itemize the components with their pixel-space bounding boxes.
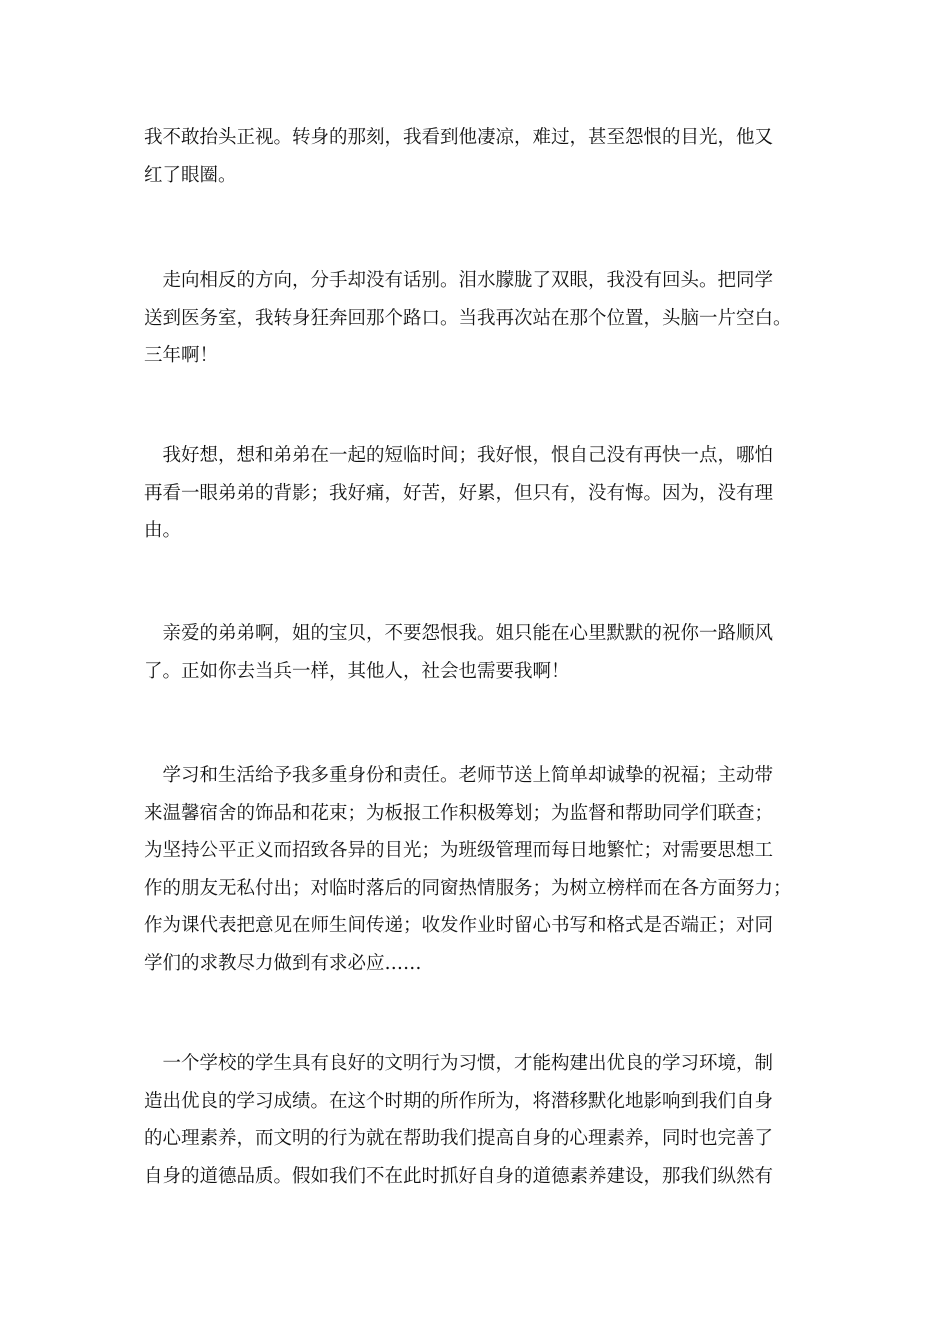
paragraph-line: 学们的求教尽力做到有求必应……	[144, 952, 422, 974]
paragraph-line: 造出优良的学习成绩。在这个时期的所作所为，将潜移默化地影响到我们自身	[144, 1090, 774, 1112]
paragraph-line: 我不敢抬头正视。转身的那刻，我看到他凄凉，难过，甚至怨恨的目光，他又	[144, 127, 774, 148]
paragraph-line: 来温馨宿舍的饰品和花束；为板报工作积极筹划；为监督和帮助同学们联查；	[144, 802, 774, 824]
paragraph-line: 再看一眼弟弟的背影；我好痛，好苦，好累，但只有，没有悔。因为，没有理	[144, 482, 774, 504]
paragraph-line: 作为课代表把意见在师生间传递；收发作业时留心书写和格式是否端正；对同	[144, 915, 774, 936]
paragraph-line: 为坚持公平正义而招致各异的目光；为班级管理而每日地繁忙；对需要思想工	[144, 840, 774, 861]
paragraph-line: 走向相反的方向，分手却没有话别。泪水朦胧了双眼，我没有回头。把同学	[144, 270, 774, 291]
paragraph-line: 红了眼圈。	[144, 164, 237, 186]
paragraph-line: 自身的道德品质。假如我们不在此时抓好自身的道德素养建设，那我们纵然有	[144, 1165, 774, 1187]
paragraph-line: 一个学校的学生具有良好的文明行为习惯，才能构建出优良的学习环境，制	[144, 1053, 774, 1074]
paragraph-line: 了。正如你去当兵一样，其他人，社会也需要我啊！	[144, 660, 570, 682]
paragraph-line: 三年啊！	[144, 345, 219, 366]
paragraph-line: 送到医务室，我转身狂奔回那个路口。当我再次站在那个位置，头脑一片空白。	[144, 307, 792, 329]
paragraph-3	[144, 437, 824, 550]
paragraph-2	[144, 262, 824, 375]
paragraph-1	[144, 119, 824, 194]
paragraph-line: 亲爱的弟弟啊，姐的宝贝，不要怨恨我。姐只能在心里默默的祝你一路顺风	[144, 623, 774, 644]
paragraph-line: 学习和生活给予我多重身份和责任。老师节送上简单却诚挚的祝福；主动带	[144, 765, 774, 786]
paragraph-4	[144, 615, 824, 690]
paragraph-line: 由。	[144, 520, 182, 541]
paragraph-line: 我好想，想和弟弟在一起的短临时间；我好恨，恨自己没有再快一点，哪怕	[144, 445, 774, 466]
paragraph-line: 作的朋友无私付出；对临时落后的同窗热情服务；为树立榜样而在各方面努力；	[144, 877, 792, 899]
paragraph-6	[144, 1045, 824, 1195]
paragraph-5	[144, 757, 824, 982]
paragraph-line: 的心理素养，而文明的行为就在帮助我们提高自身的心理素养，同时也完善了	[144, 1128, 774, 1149]
